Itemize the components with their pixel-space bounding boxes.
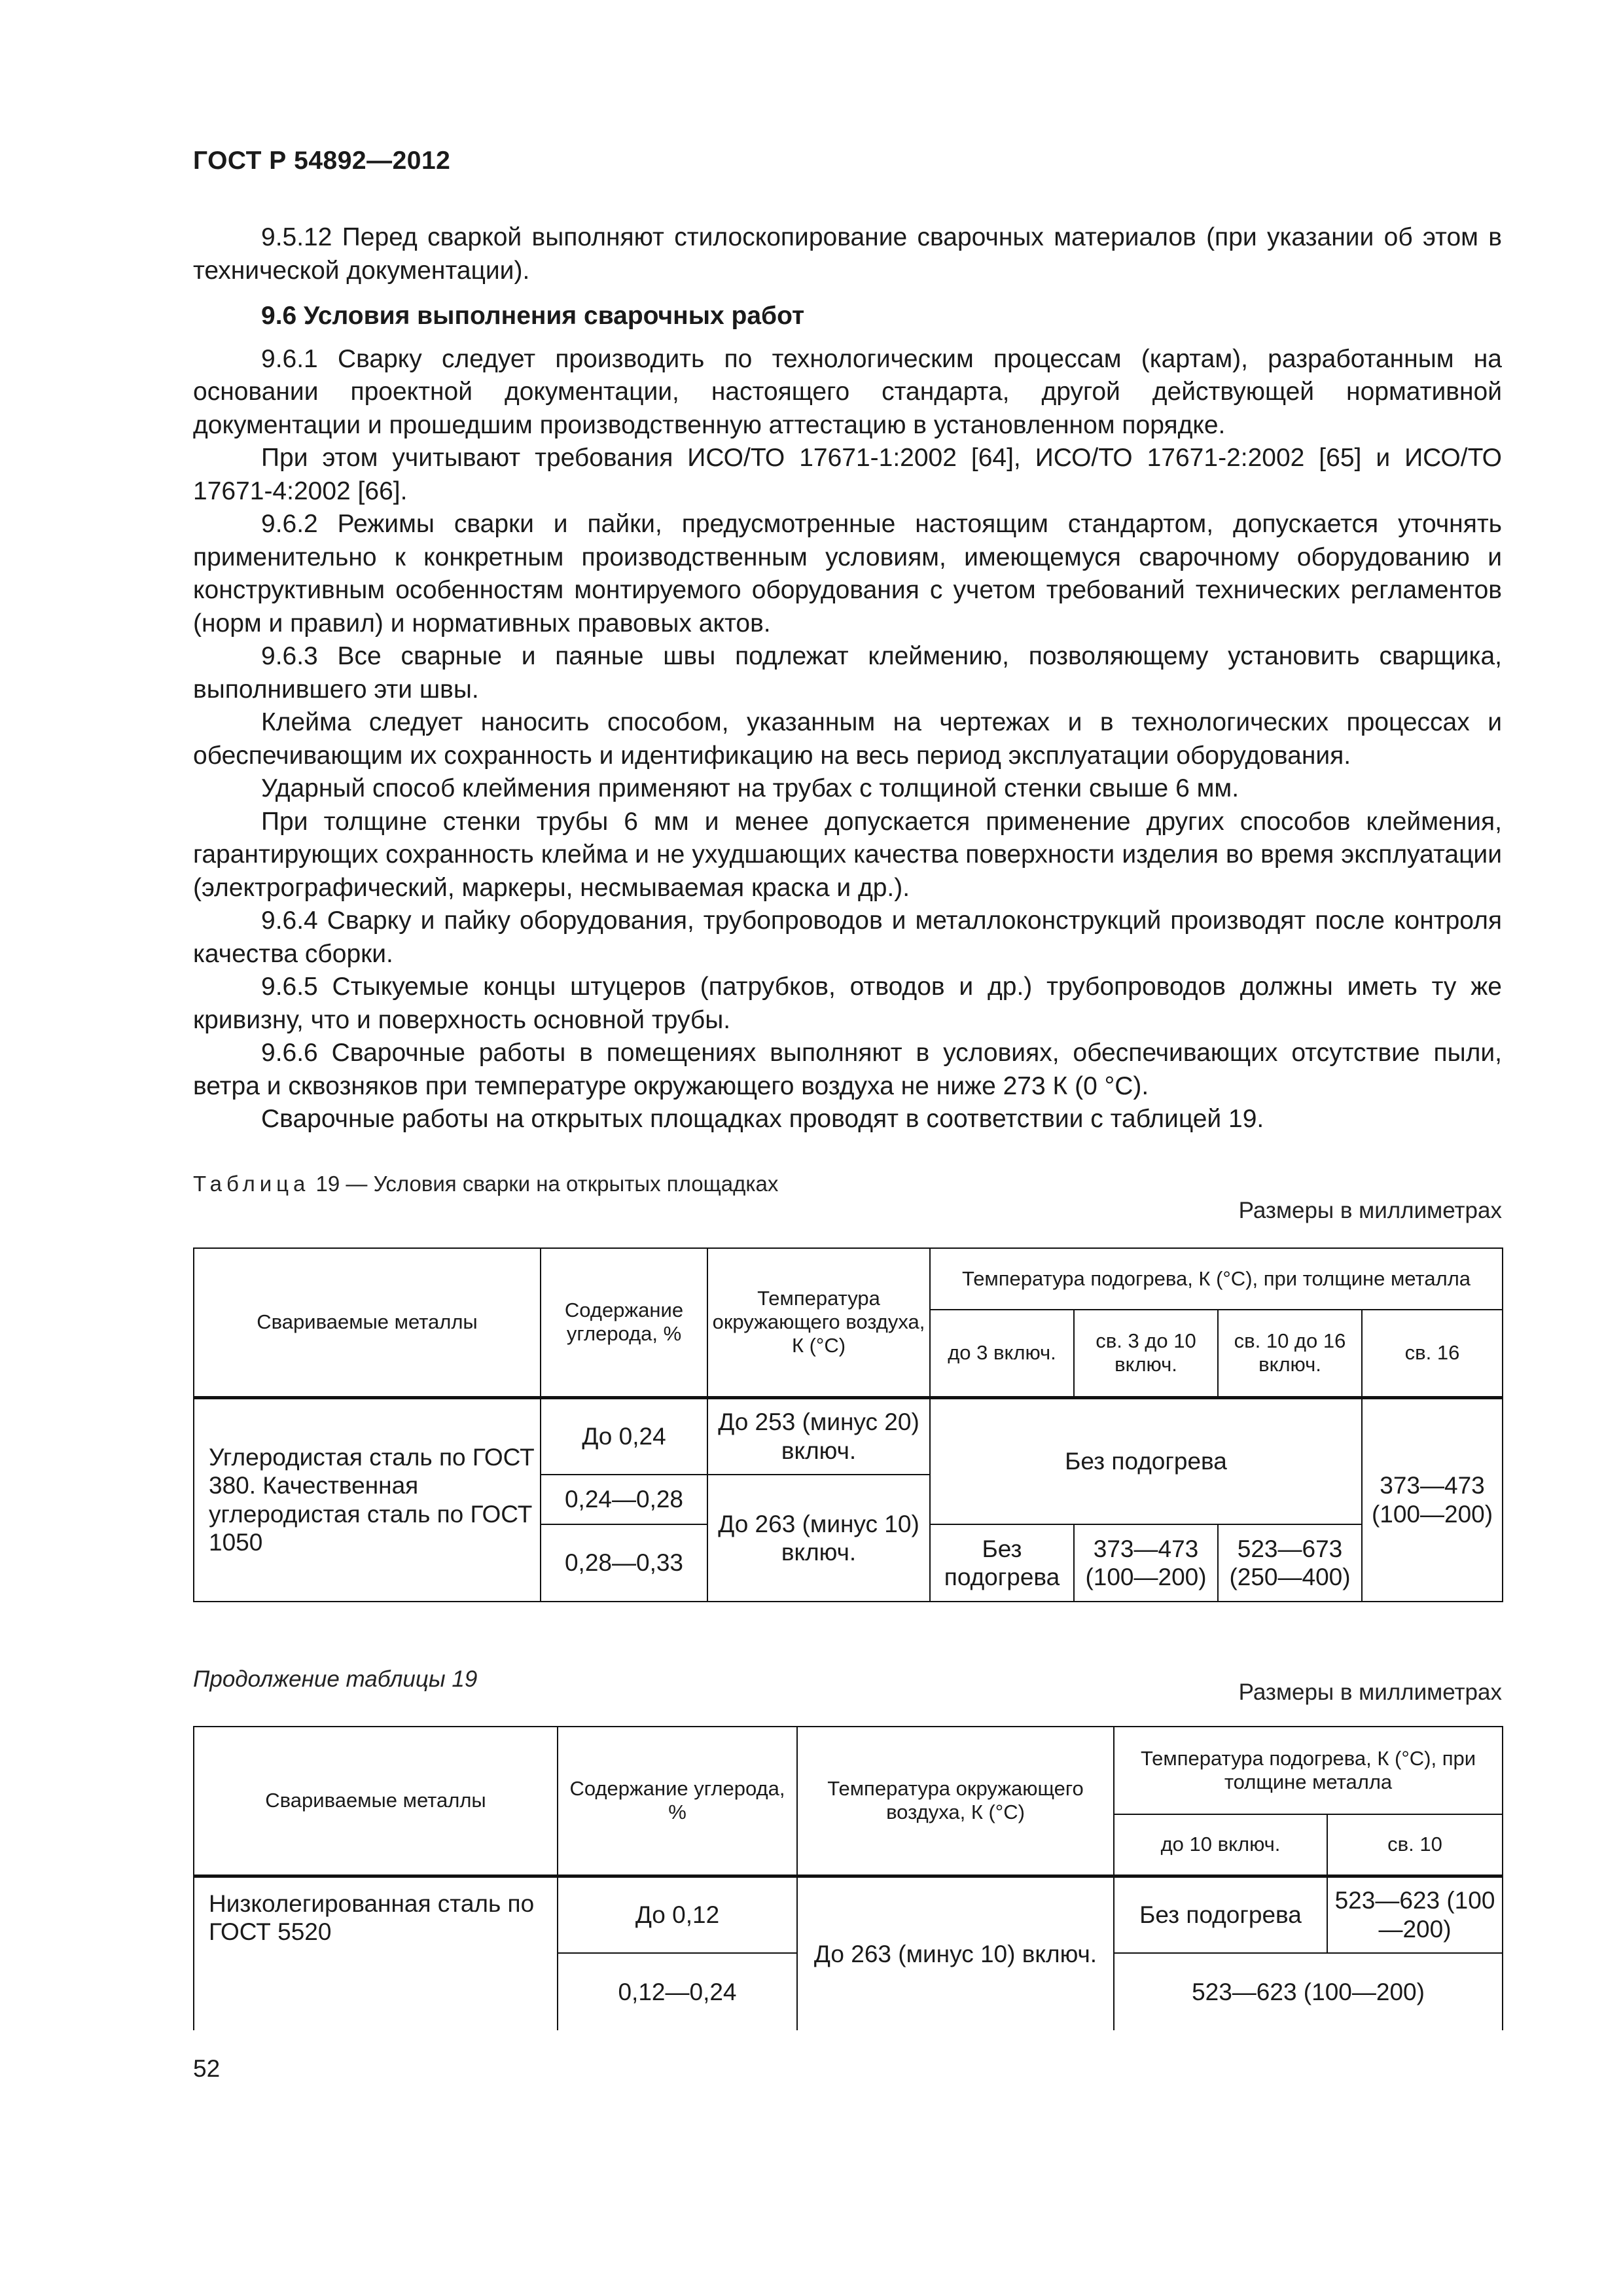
table-continuation-units: Размеры в миллиметрах: [1238, 1679, 1502, 1705]
section-title: 9.6 Условия выполнения сварочных работ: [261, 302, 805, 330]
table-19: [193, 1247, 1503, 1602]
paragraph-9-6-5: 9.6.5 Стыкуемые концы штуцеров (патрубков, отводов и др.) трубопроводов должны иметь ту же кривизну, что и поверхность основной трубы.: [193, 973, 1502, 1034]
page-number: 52: [193, 2055, 221, 2082]
table-continuation-caption: Продолжение таблицы 19: [193, 1666, 478, 1692]
header-preheat-temp: Температура подогрева, К (°С), при толщине металла: [930, 1248, 1503, 1310]
cell-row3-t3: 523—673 (250—400): [1218, 1524, 1362, 1602]
table-caption-text: 19 — Условия сварки на открытых площадках: [310, 1172, 779, 1196]
header-preheat-temp: Температура подогрева, К (°С), при толщине металла: [1114, 1727, 1503, 1814]
paragraph-9-6-4: 9.6.4 Сварку и пайку оборудования, трубопроводов и металлоконструкций производят после контроля качества сборки.: [193, 906, 1502, 968]
header-ambient-temp: Температура окружающего воздуха, К (°С): [707, 1248, 930, 1397]
cell-carbon-2: 0,24—0,28: [541, 1475, 707, 1524]
header-thickness-1: до 3 включ.: [930, 1310, 1074, 1397]
header-thickness-3: св. 10 до 16 включ.: [1218, 1310, 1362, 1397]
paragraph-9-5-12: 9.5.12 Перед сваркой выполняют стилоскопирование сварочных материалов (при указании об этом в технической документации).: [193, 223, 1502, 285]
cell-carbon-2: 0,12—0,24: [558, 1953, 797, 2030]
paragraph-9-6-6: 9.6.6 Сварочные работы в помещениях выполняют в условиях, обеспечивающих отсутствие пыли, ветра и сквозняков при температуре окружающего воздуха не ниже 273 К (0 °С).: [193, 1039, 1502, 1100]
cell-ambient-2: До 263 (минус 10) включ.: [707, 1475, 930, 1602]
header-thickness-1: до 10 включ.: [1114, 1814, 1327, 1876]
table-19-continued: [193, 1726, 1503, 2030]
paragraph-9-6-1: 9.6.1 Сварку следует производить по технологическим процессам (картам), разработанным на основании проектной документации, настоящего стандарта, другой действующей нормативной документации и прошедшим производственную аттестацию в установленном порядке.: [193, 344, 1502, 439]
cell-row2-wide: 523—623 (100—200): [1114, 1953, 1503, 2030]
paragraph-9-6-3: 9.6.3 Все сварные и паяные швы подлежат клеймению, позволяющему установить сварщика, выполнившего эти швы.: [193, 642, 1502, 704]
header-ambient-temp: Температура окружающего воздуха, К (°С): [797, 1727, 1114, 1876]
cell-row1-t1: Без подогрева: [1114, 1876, 1327, 1953]
cell-carbon-1: До 0,12: [558, 1876, 797, 1953]
header-thickness-2: св. 3 до 10 включ.: [1074, 1310, 1218, 1397]
header-thickness-2: св. 10: [1327, 1814, 1503, 1876]
cell-carbon-3: 0,28—0,33: [541, 1524, 707, 1602]
cell-row1-t2: 523—623 (100—200): [1327, 1876, 1503, 1953]
header-metals: Свариваемые металлы: [194, 1248, 541, 1397]
paragraph-open-sites: Сварочные работы на открытых площадках проводят в соответствии с таблицей 19.: [261, 1105, 1264, 1133]
cell-metals: Низколегированная сталь по ГОСТ 5520: [194, 1876, 558, 2030]
header-thickness-4: св. 16: [1362, 1310, 1503, 1397]
table-caption-word: Таблица: [193, 1172, 310, 1196]
table-units: Размеры в миллиметрах: [1238, 1198, 1502, 1223]
paragraph-iso: При этом учитывают требования ИСО/ТО 17671-1:2002 [64], ИСО/ТО 17671-2:2002 [65] и ИСО/ТО 17671-4:2002 [66].: [193, 444, 1502, 505]
paragraph-kleima: Клейма следует наносить способом, указанным на чертежах и в технологических процессах и обеспечивающим их сохранность и идентификацию на весь период эксплуатации оборудования.: [193, 708, 1502, 770]
header-carbon: Содержание углерода, %: [541, 1248, 707, 1397]
paragraph-udarny: Ударный способ клеймения применяют на трубах с толщиной стенки свыше 6 мм.: [261, 774, 1240, 802]
cell-carbon-1: До 0,24: [541, 1397, 707, 1475]
cell-metals: Углеродистая сталь по ГОСТ 380. Качественная углеродистая сталь по ГОСТ 1050: [194, 1397, 541, 1602]
paragraph-tolshchina: При толщине стенки трубы 6 мм и менее допускается применение других способов клеймения, гарантирующих сохранность клейма и не ухудшающих качества поверхности изделия во время эксплуатации (электрографический, маркеры, несмываемая краска и др.).: [193, 807, 1502, 902]
header-carbon: Содержание углерода, %: [558, 1727, 797, 1876]
cell-over-16: 373—473 (100—200): [1362, 1397, 1503, 1602]
cell-ambient-1: До 253 (минус 20) включ.: [707, 1397, 930, 1475]
cell-no-preheat-wide: Без подогрева: [930, 1397, 1362, 1524]
paragraph-9-6-2: 9.6.2 Режимы сварки и пайки, предусмотренные настоящим стандартом, допускается уточнять применительно к конкретным производственным условиям, имеющемуся сварочному оборудованию и конструктивным особенностям монтируемого оборудования с учетом требований технических регламентов (норм и правил) и нормативных правовых актов.: [193, 510, 1502, 637]
document-header: ГОСТ Р 54892—2012: [193, 147, 451, 175]
cell-row3-t1: Без подогрева: [930, 1524, 1074, 1602]
table-caption: [193, 1172, 778, 1196]
cell-ambient: До 263 (минус 10) включ.: [797, 1876, 1114, 2030]
body-text: [193, 221, 1502, 1136]
header-metals: Свариваемые металлы: [194, 1727, 558, 1876]
cell-row3-t2: 373—473 (100—200): [1074, 1524, 1218, 1602]
